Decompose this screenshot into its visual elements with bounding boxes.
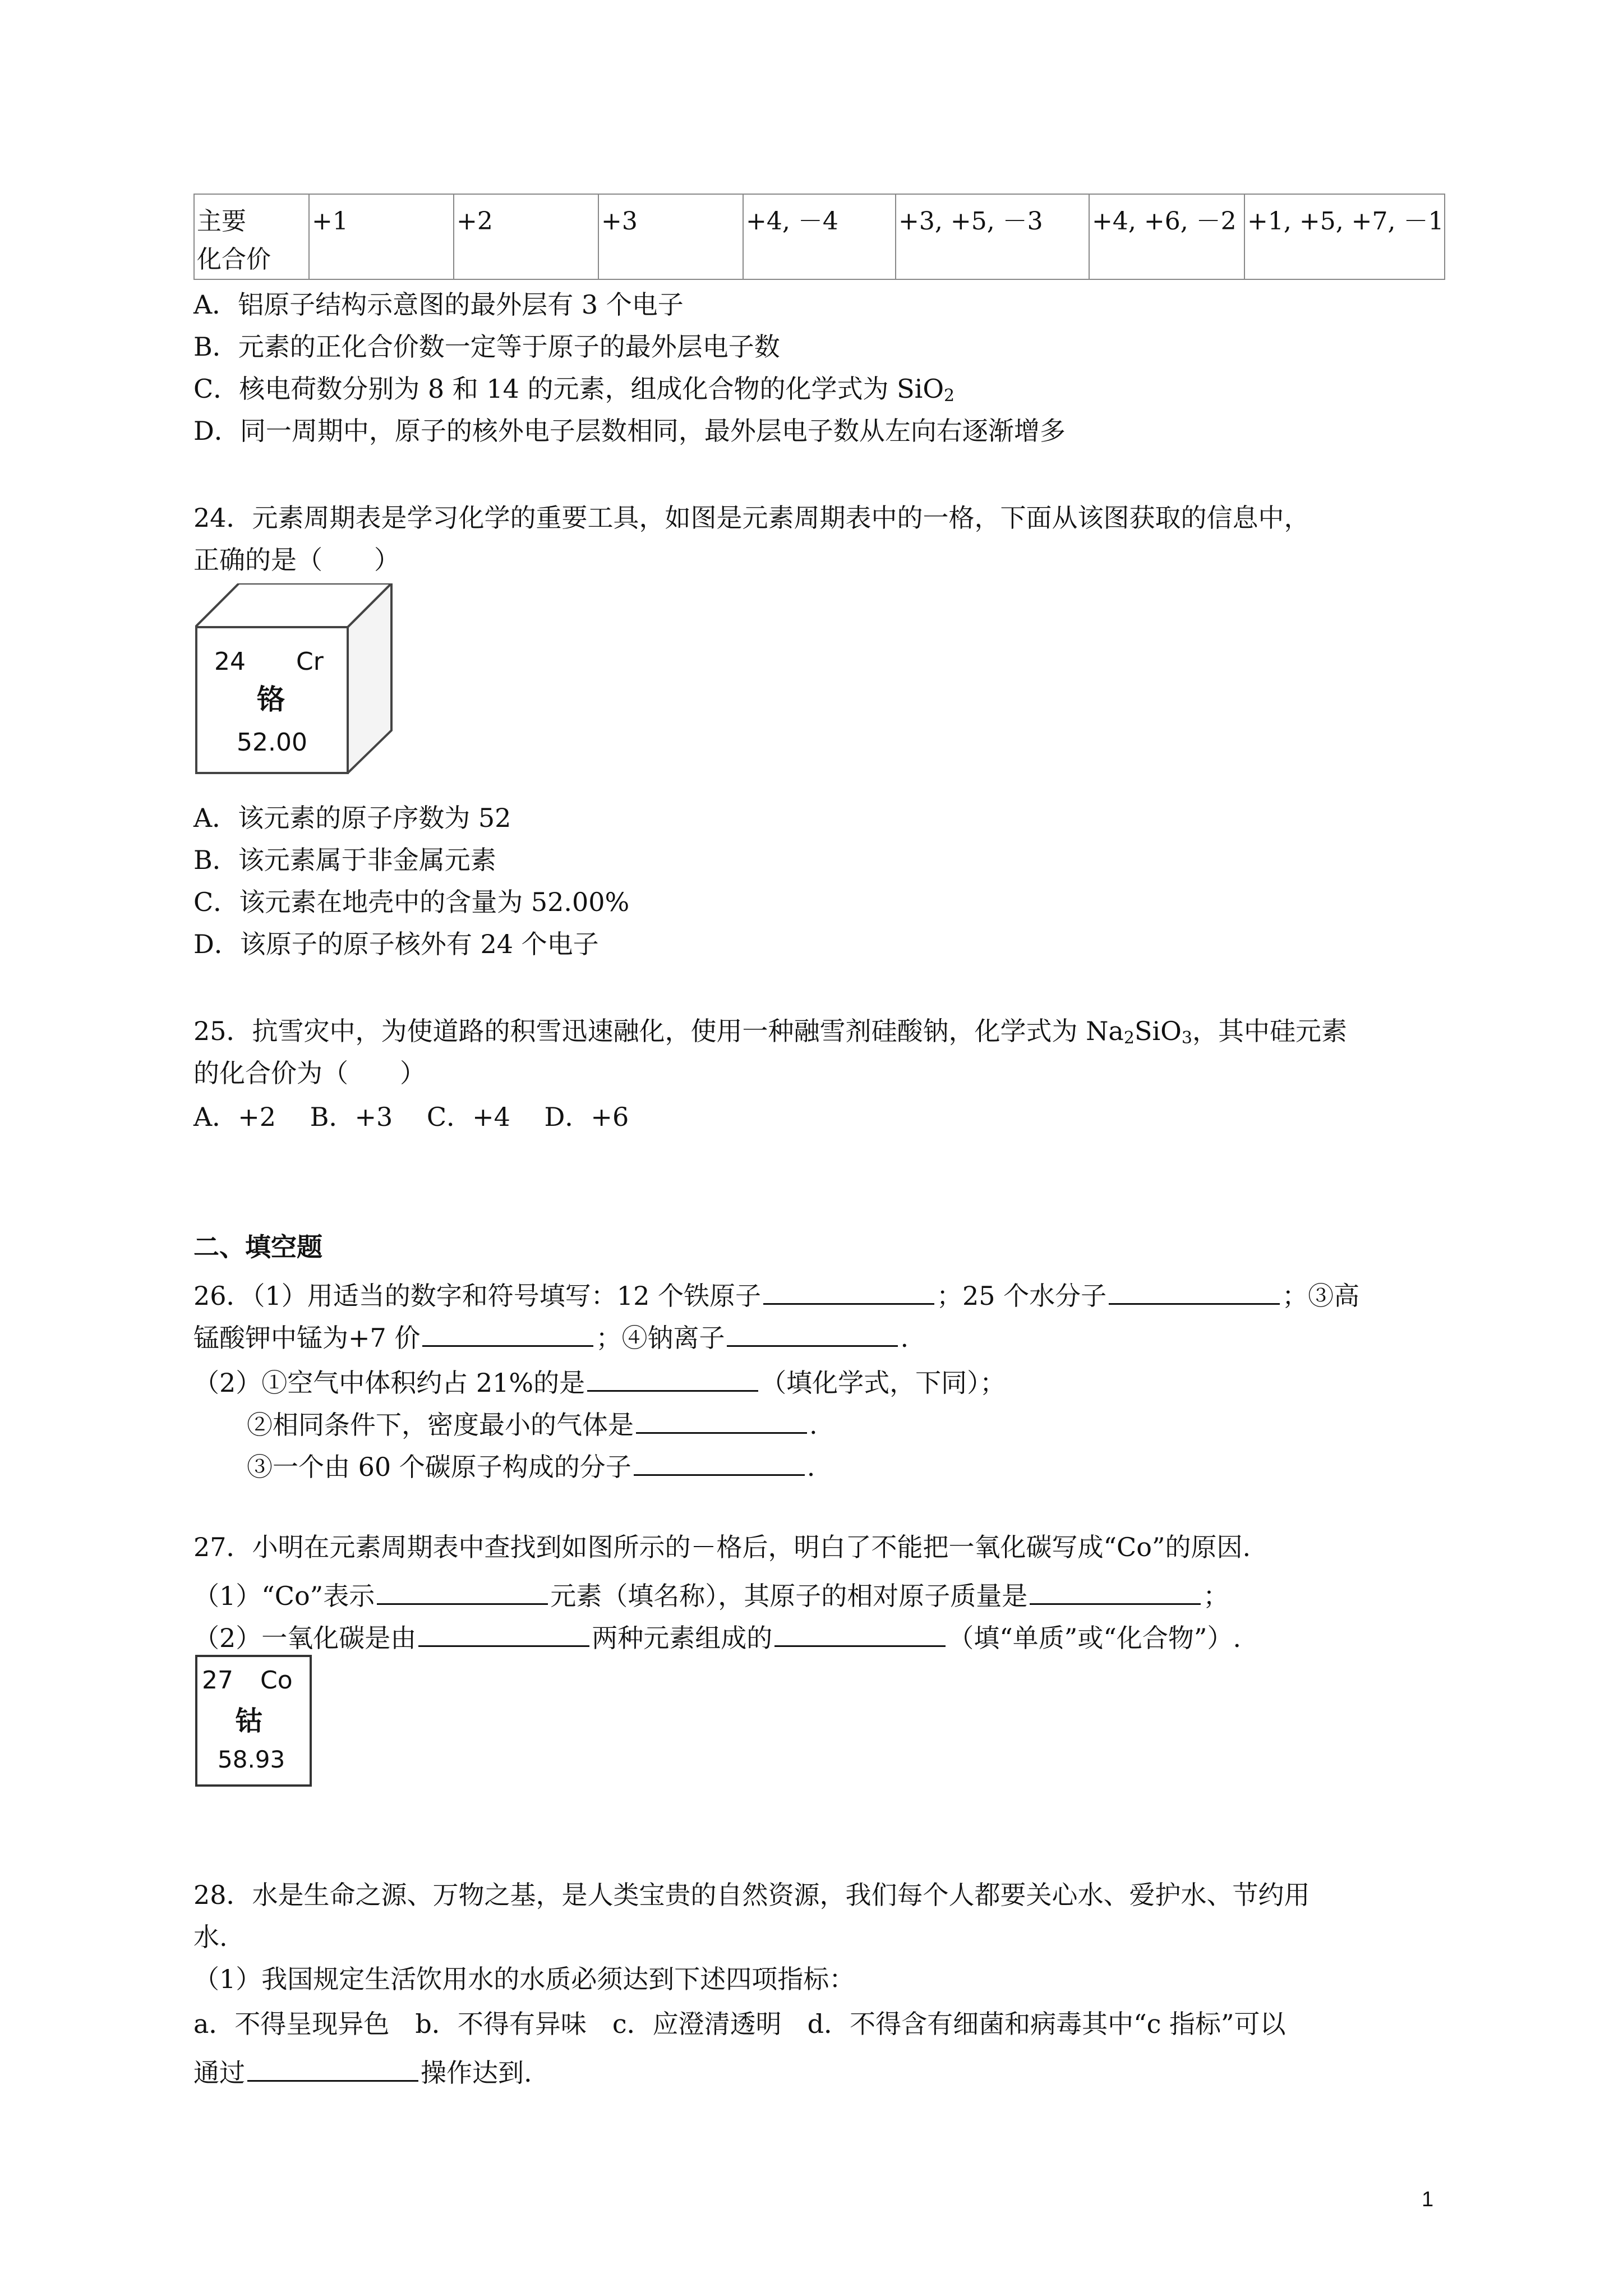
answer-blank[interactable]: [418, 1618, 589, 1647]
q26-text: .: [806, 1452, 815, 1482]
q26-text: .: [809, 1410, 818, 1440]
answer-blank[interactable]: [377, 1576, 548, 1605]
valence-cell: +1: [309, 194, 454, 279]
valence-table: [193, 194, 1445, 280]
q23-option-a: A．铝原子结构示意图的最外层有 3 个电子: [193, 289, 684, 320]
q26-line3: [193, 1363, 1006, 1396]
q24-stem-line1: 24．元素周期表是学习化学的重要工具，如图是元素周期表中的一格，下面从该图获取的信息中，: [193, 503, 1310, 533]
answer-blank[interactable]: [636, 1405, 807, 1434]
q27-line1: 27．小明在元素周期表中查找到如图所示的－格后，明白了不能把一氧化碳写成“Co”的原因.: [193, 1532, 1251, 1562]
valence-label-line2: 化合价: [197, 245, 271, 274]
q23-option-c-subscript: 2: [944, 386, 955, 406]
valence-cell: +2: [454, 194, 598, 279]
q25-options: A．+2 B．+3 C．+4 D．+6: [193, 1102, 629, 1132]
q26-line5: [247, 1447, 815, 1480]
q27-text: （1）“Co”表示: [193, 1581, 375, 1611]
q23-option-c-text: C．核电荷数分别为 8 和 14 的元素，组成化合物的化学式为 SiO: [193, 374, 944, 404]
q26-line2: [193, 1318, 909, 1351]
q23-option-b: B．元素的正化合价数一定等于原子的最外层电子数: [193, 332, 780, 362]
q24-option-c: C．该元素在地壳中的含量为 52.00%: [193, 887, 630, 917]
q25-stem-line1: [193, 1018, 1347, 1047]
q28-line4: a．不得呈现异色 b．不得有异味 c．应澄清透明 d．不得含有细菌和病毒其中“c 指标”可以: [193, 2009, 1286, 2039]
q26-line1: [193, 1276, 1359, 1309]
valence-cell: +4, +6, －2: [1089, 194, 1244, 279]
page-number: 1: [1422, 2188, 1434, 2211]
q23-option-c: [193, 376, 955, 404]
cr-name: 铬: [257, 683, 285, 716]
valence-cell: +4, －4: [743, 194, 896, 279]
q26-text: ；25 个水分子: [936, 1281, 1107, 1311]
q26-text: .: [900, 1323, 909, 1353]
answer-blank[interactable]: [247, 2053, 418, 2082]
q25-stem-line2: 的化合价为（ ）: [193, 1058, 426, 1088]
q28-line1: 28．水是生命之源、万物之基，是人类宝贵的自然资源，我们每个人都要关心水、爱护水、节约用: [193, 1880, 1310, 1910]
co-symbol: Co: [260, 1666, 293, 1695]
co-atomic-number: 27: [202, 1666, 233, 1695]
q28-text: 操作达到.: [421, 2058, 532, 2088]
q27-text: （填“单质”或“化合物”）.: [948, 1623, 1241, 1653]
valence-label-cell: [194, 194, 309, 279]
answer-blank[interactable]: [727, 1318, 898, 1347]
q24-stem-line2: 正确的是（ ）: [193, 545, 400, 575]
q26-line4: [247, 1405, 818, 1438]
co-name: 钴: [236, 1705, 263, 1737]
q26-text: （填化学式，下同）；: [760, 1368, 1006, 1398]
section-title: 二、填空题: [193, 1232, 322, 1262]
q28-line3: （1）我国规定生活饮用水的水质必须达到下述四项指标：: [193, 1964, 855, 1994]
q25-text-b: SiO: [1134, 1016, 1182, 1046]
answer-blank[interactable]: [1109, 1276, 1280, 1305]
co-atomic-mass: 58.93: [218, 1746, 285, 1773]
q26-text: ；③高: [1282, 1281, 1360, 1311]
q27-text: 元素（填名称），其原子的相对原子质量是: [550, 1581, 1028, 1611]
q25-text-c: ，其中硅元素: [1192, 1016, 1347, 1046]
q26-text: ②相同条件下，密度最小的气体是: [247, 1410, 634, 1440]
q28-line5: [193, 2053, 532, 2086]
q23-option-d: D．同一周期中，原子的核外电子层数相同，最外层电子数从左向右逐渐增多: [193, 416, 1066, 446]
q28-line2: 水.: [193, 1922, 228, 1952]
q24-option-b: B．该元素属于非金属元素: [193, 845, 496, 875]
answer-blank[interactable]: [763, 1276, 934, 1305]
q26-text: 锰酸钾中锰为+7 价: [193, 1323, 421, 1353]
q27-text: （2）一氧化碳是由: [193, 1623, 417, 1653]
answer-blank[interactable]: [587, 1363, 758, 1392]
q26-text: （2）①空气中体积约占 21%的是: [193, 1368, 585, 1398]
q28-text: 通过: [193, 2058, 245, 2088]
answer-blank[interactable]: [1030, 1576, 1201, 1605]
answer-blank[interactable]: [634, 1447, 805, 1476]
cobalt-element-card: [195, 1655, 312, 1787]
q25-sub-o: 3: [1181, 1028, 1192, 1048]
q25-sub-na: 2: [1123, 1028, 1135, 1048]
q24-option-d: D．该原子的原子核外有 24 个电子: [193, 929, 599, 959]
valence-cell: +3: [598, 194, 743, 279]
q26-text: ；④钠离子: [596, 1323, 725, 1353]
cr-symbol: Cr: [296, 647, 324, 676]
q26-text: 26．（1）用适当的数字和符号填写：12 个铁原子: [193, 1281, 761, 1311]
q27-text: 两种元素组成的: [592, 1623, 773, 1653]
q27-line3: [193, 1618, 1241, 1651]
q27-line2: [193, 1576, 1229, 1609]
cr-atomic-mass: 52.00: [237, 728, 307, 757]
q26-text: ③一个由 60 个碳原子构成的分子: [247, 1452, 631, 1482]
chromium-element-card: [195, 583, 393, 774]
valence-cell: +3, +5, －3: [896, 194, 1089, 279]
q27-text: ；: [1203, 1581, 1229, 1611]
q25-text-a: 25．抗雪灾中，为使道路的积雪迅速融化，使用一种融雪剂硅酸钠，化学式为 Na: [193, 1016, 1124, 1046]
q24-option-a: A．该元素的原子序数为 52: [193, 803, 511, 833]
valence-label-line1: 主要: [197, 207, 246, 236]
answer-blank[interactable]: [774, 1618, 946, 1647]
valence-cell: +1, +5, +7, －1: [1244, 194, 1445, 279]
answer-blank[interactable]: [422, 1318, 593, 1347]
cr-atomic-number: 24: [214, 647, 246, 676]
